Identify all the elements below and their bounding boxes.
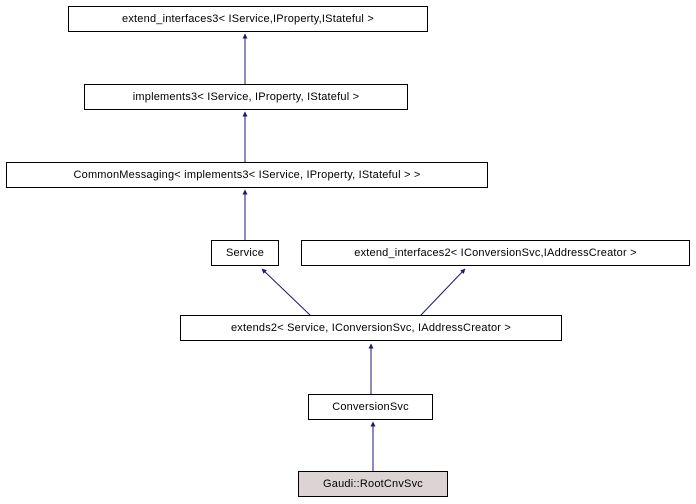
class-node-extends2[interactable] bbox=[180, 315, 562, 341]
edge-extends2-to-service bbox=[262, 269, 310, 315]
class-node-gaudi-rootcnvsvc[interactable] bbox=[298, 471, 448, 497]
class-node-implements3[interactable] bbox=[84, 84, 408, 110]
class-node-label: extend_interfaces2< IConversionSvc,IAddressCreator > bbox=[354, 246, 637, 259]
class-node-label: CommonMessaging< implements3< IService, IProperty, IStateful > > bbox=[73, 168, 421, 181]
class-node-label: Gaudi::RootCnvSvc bbox=[323, 477, 423, 490]
class-node-label: Service bbox=[225, 246, 265, 259]
class-node-service[interactable] bbox=[211, 240, 279, 266]
class-node-label: implements3< IService, IProperty, IStateful > bbox=[132, 90, 360, 103]
class-node-conversionsvc[interactable] bbox=[308, 394, 433, 420]
edge-extends2-to-extend_interfaces2 bbox=[421, 269, 465, 315]
class-node-commonmessaging[interactable] bbox=[6, 162, 488, 188]
class-node-label: ConversionSvc bbox=[332, 400, 409, 413]
class-node-extend-interfaces3[interactable] bbox=[68, 6, 428, 32]
class-node-extend-interfaces2[interactable] bbox=[301, 240, 690, 266]
class-node-label: extends2< Service, IConversionSvc, IAddressCreator > bbox=[230, 321, 512, 334]
class-node-label: extend_interfaces3< IService,IProperty,IStateful > bbox=[122, 12, 374, 25]
